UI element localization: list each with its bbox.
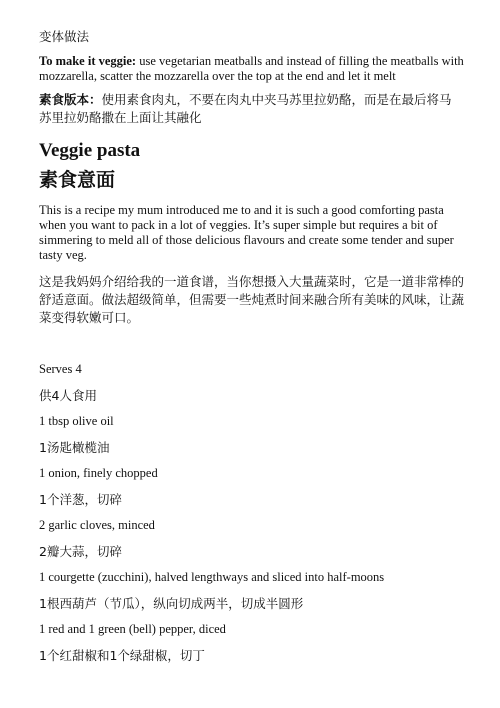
veggie-note-cn <box>39 91 464 127</box>
ingredient-en: 1 red and 1 green (bell) pepper, diced <box>39 622 226 636</box>
serves-en: Serves 4 <box>39 362 82 376</box>
ingredient-list <box>39 362 464 665</box>
recipe-document <box>39 28 464 674</box>
recipe-title-cn: 素食意面 <box>39 169 116 191</box>
ingredient-en: 2 garlic cloves, minced <box>39 518 155 532</box>
ingredient-cn: 1根西葫芦（节瓜），纵向切成两半，切成半圆形 <box>39 596 304 611</box>
serves-cn: 供4人食用 <box>39 388 97 403</box>
ingredient-cn: 1汤匙橄榄油 <box>39 440 110 455</box>
veggie-note-en-label: To make it veggie: <box>39 54 137 68</box>
ingredient-cn: 1个洋葱，切碎 <box>39 492 122 507</box>
intro-paragraph-cn: 这是我妈妈介绍给我的一道食谱，当你想摄入大量蔬菜时，它是一道非常棒的舒适意面。做法超级简单，但需要一些炖煮时间来融合所有美味的风味，让蔬菜变得软嫩可口。 <box>39 274 465 325</box>
ingredient-en: 1 courgette (zucchini), halved lengthways and sliced into half-moons <box>39 570 385 584</box>
ingredient-en: 1 onion, finely chopped <box>39 466 158 480</box>
ingredient-en: 1 tbsp olive oil <box>39 414 114 428</box>
veggie-note-en-text: use vegetarian meatballs and instead of filling the meatballs with mozzarella, scatter the mozzarella over the top at the end and let it melt <box>39 54 464 83</box>
ingredient-cn: 2瓣大蒜，切碎 <box>39 544 122 559</box>
veggie-note-cn-text: 使用素食肉丸，不要在肉丸中夹马苏里拉奶酪，而是在最后将马苏里拉奶酪撒在上面让其融化 <box>39 92 452 125</box>
veggie-note-en <box>39 54 464 84</box>
ingredient-cn: 1个红甜椒和1个绿甜椒，切丁 <box>39 648 205 663</box>
veggie-note-cn-label: 素食版本： <box>39 92 102 107</box>
recipe-title-en: Veggie pasta <box>39 140 141 161</box>
intro-paragraph-en: This is a recipe my mum introduced me to and it is such a good comforting pasta when you want to pack in a lot of veggies. It’s super simple but requires a bit of simmering to meld all of those delicious flavours and create some tender and super tasty veg. <box>39 203 454 262</box>
variant-heading: 变体做法 <box>39 29 90 44</box>
